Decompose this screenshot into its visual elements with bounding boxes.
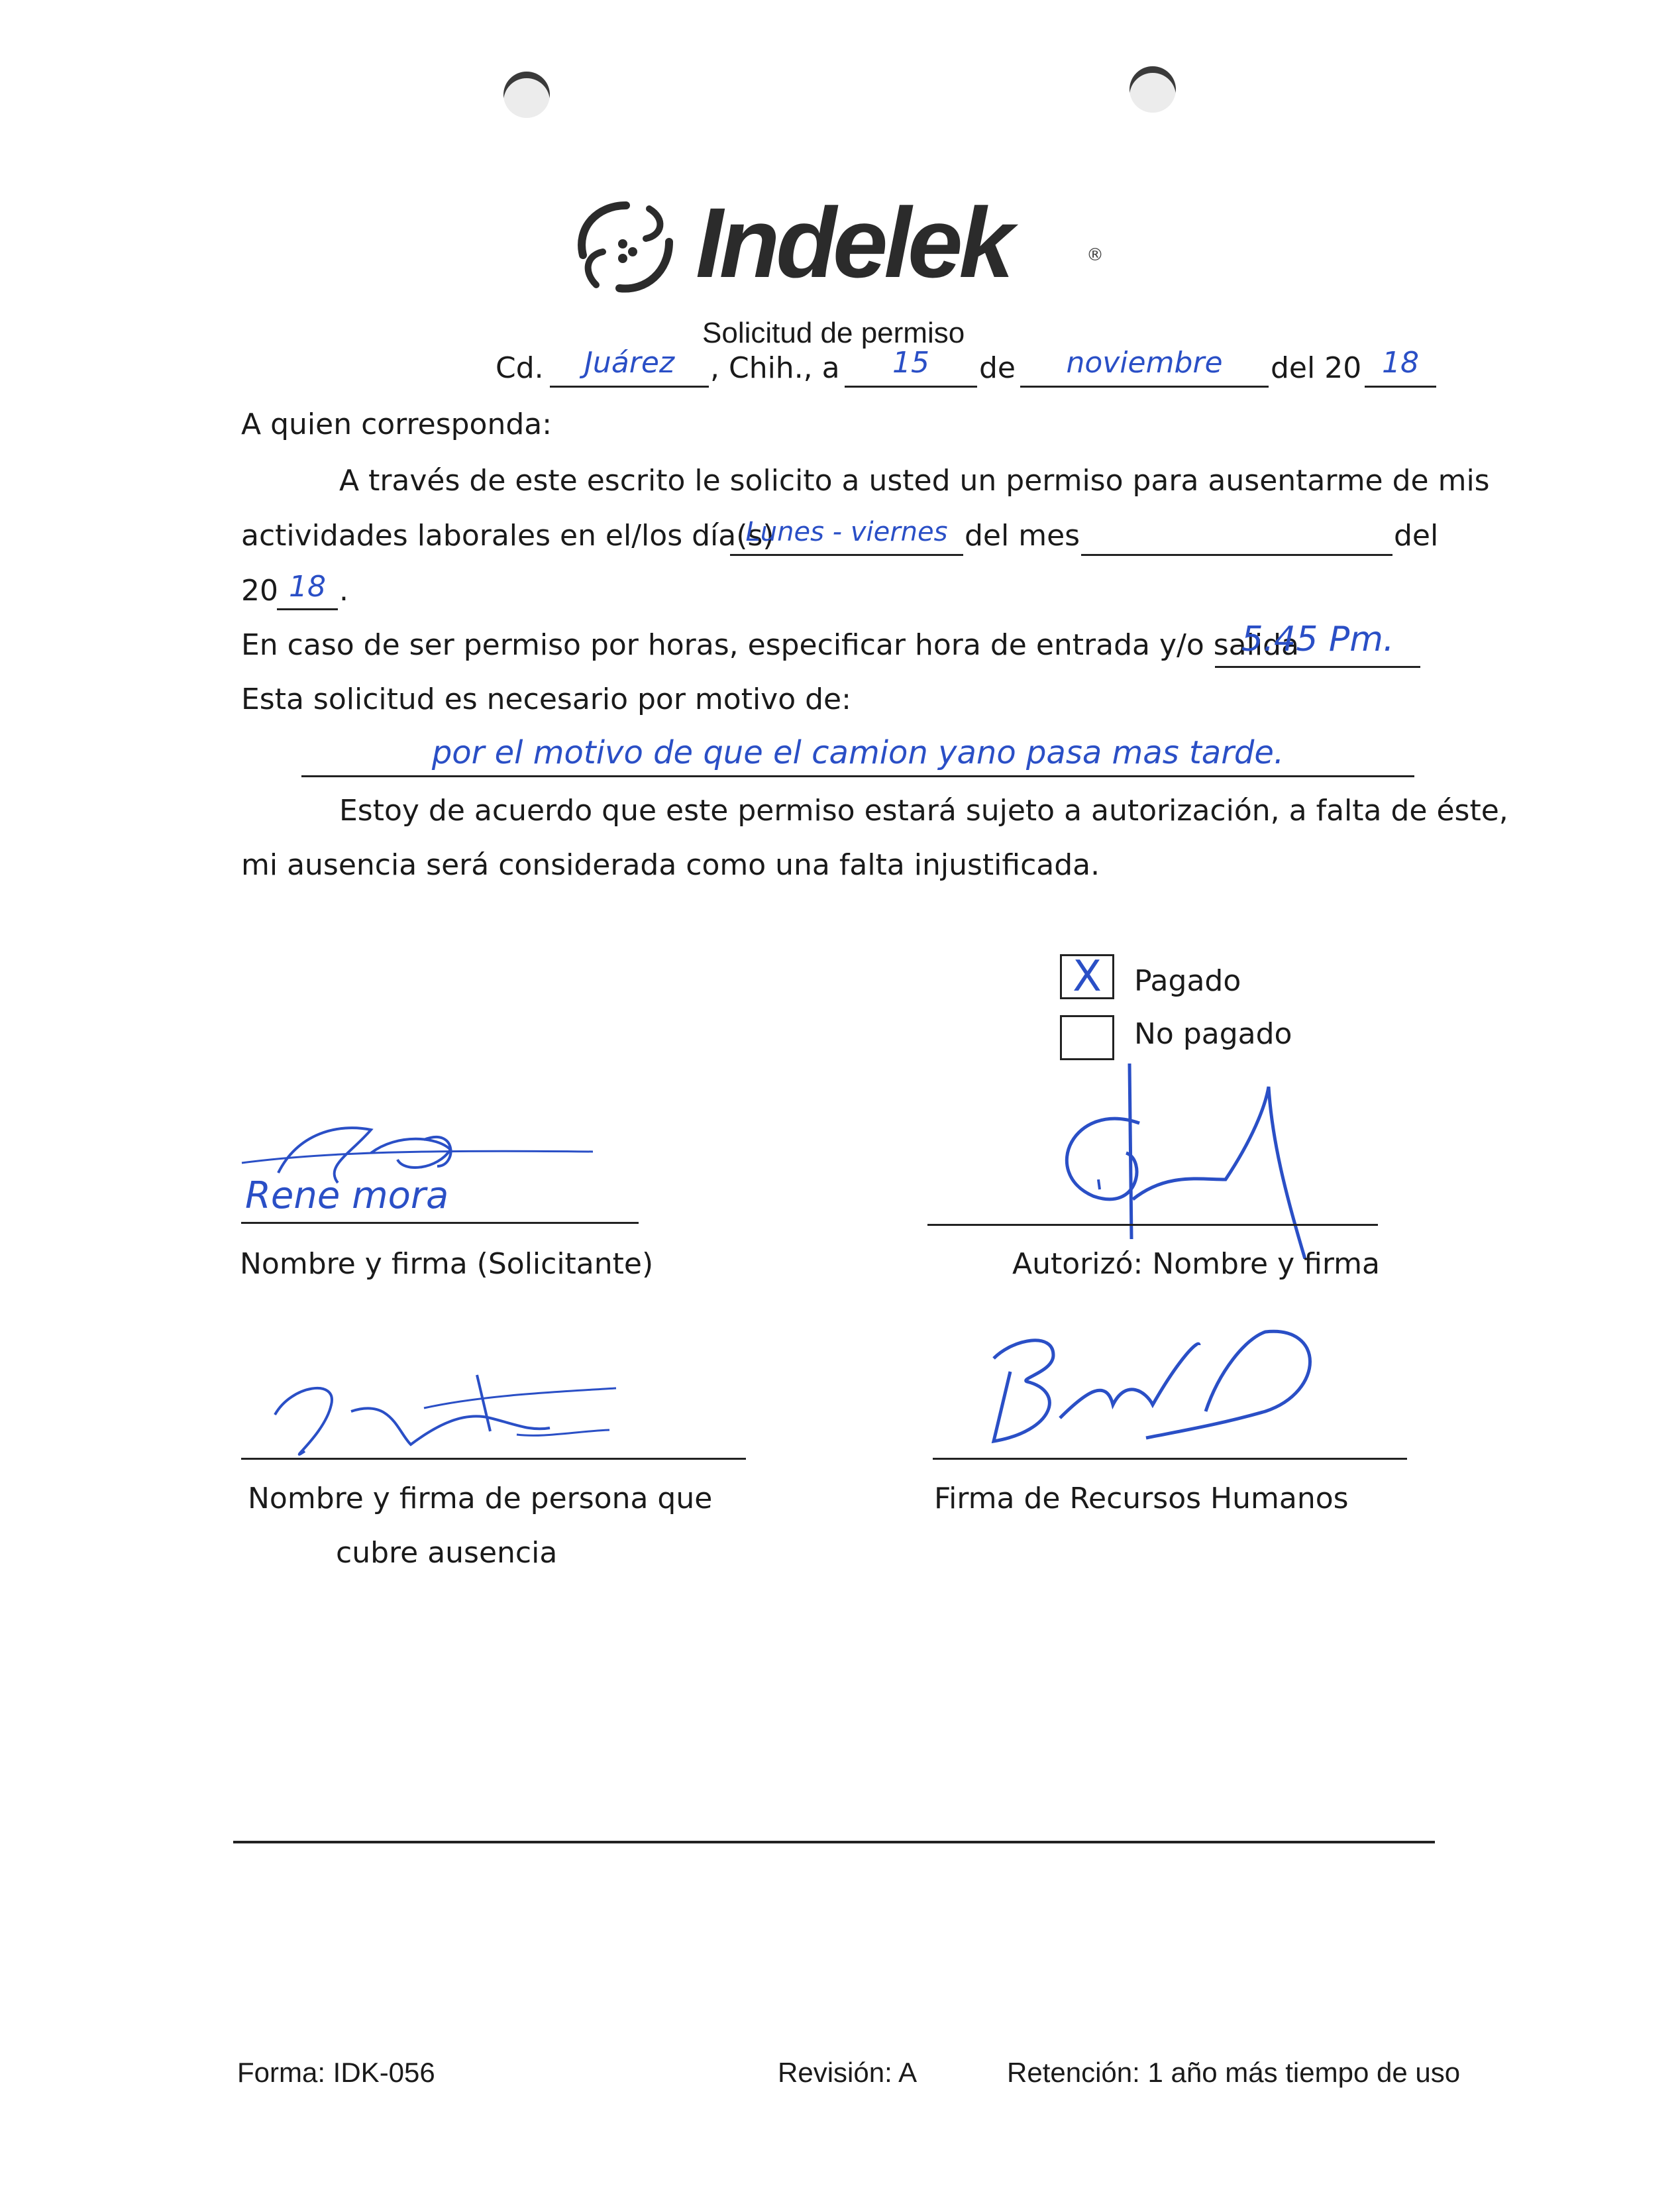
- hours-field: 5.45 Pm.: [1215, 620, 1420, 668]
- place-prefix: Cd.: [496, 351, 544, 385]
- punch-hole-left: [503, 72, 550, 118]
- day-field: 15: [845, 346, 977, 388]
- paragraph-1-line-3-prefix: 20: [241, 574, 278, 608]
- unpaid-checkbox[interactable]: [1060, 1015, 1114, 1060]
- paid-check-mark: X: [1073, 952, 1102, 1001]
- month-field: noviembre: [1020, 346, 1269, 388]
- paragraph-2-line-1: Estoy de acuerdo que este permiso estará sujeto a autorización, a falta de éste,: [339, 794, 1508, 828]
- swirl-logo-icon: [570, 192, 682, 305]
- hr-label: Firma de Recursos Humanos: [934, 1482, 1349, 1515]
- year-prefix: del 20: [1271, 351, 1362, 385]
- paragraph-1-line-2c: del: [1394, 519, 1439, 553]
- paragraph-1-line-1: A través de este escrito le solicito a usted un permiso para ausentarme de mis: [339, 464, 1490, 498]
- form-title: Solicitud de permiso: [702, 317, 965, 349]
- year-field: 18: [1365, 346, 1436, 388]
- salutation: A quien corresponda:: [241, 408, 552, 441]
- paragraph-year-field: 18: [277, 570, 338, 610]
- authorizer-signature-icon: [1033, 1060, 1351, 1259]
- paragraph-1-line-2a: actividades laborales en el/los día(s): [241, 519, 774, 553]
- cover-signature-line: [241, 1455, 746, 1460]
- applicant-name: Rene mora: [245, 1174, 449, 1217]
- month-blank-field: [1081, 518, 1392, 556]
- brand-name: Indelek: [696, 187, 1010, 298]
- place-suffix: , Chih., a: [710, 351, 840, 385]
- bottom-rule: [233, 1841, 1435, 1843]
- hr-signature-icon: [980, 1319, 1338, 1458]
- paragraph-1-line-2b: del mes: [965, 519, 1080, 553]
- applicant-signature-line: [241, 1219, 639, 1224]
- hr-signature-line: [933, 1455, 1407, 1460]
- reason-label: Esta solicitud es necesario por motivo de:: [241, 683, 851, 716]
- footer-form-code: Forma: IDK-056: [237, 2057, 435, 2088]
- punch-hole-right: [1129, 66, 1176, 113]
- hours-label: En caso de ser permiso por horas, especificar hora de entrada y/o salida: [241, 628, 1299, 662]
- paid-label: Pagado: [1134, 964, 1241, 998]
- de-label: de: [979, 351, 1016, 385]
- footer-revision: Revisión: A: [778, 2057, 918, 2088]
- paid-checkbox[interactable]: [1060, 954, 1114, 999]
- city-field: Juárez: [550, 346, 709, 388]
- footer-retention: Retención: 1 año más tiempo de uso: [1007, 2057, 1461, 2088]
- cover-label-line-2: cubre ausencia: [336, 1536, 558, 1570]
- authorizer-signature-line: [927, 1221, 1378, 1226]
- authorizer-label: Autorizó: Nombre y firma: [1012, 1247, 1380, 1281]
- days-field: Lunes - viernes: [730, 517, 963, 556]
- paragraph-1-line-3-end: .: [339, 574, 348, 608]
- registered-mark: ®: [1086, 245, 1104, 265]
- reason-field: por el motivo de que el camion yano pasa mas tarde.: [301, 734, 1414, 777]
- paragraph-2-line-2: mi ausencia será considerada como una falta injustificada.: [241, 848, 1100, 882]
- unpaid-label: No pagado: [1134, 1017, 1292, 1051]
- cover-label-line-1: Nombre y firma de persona que: [248, 1482, 713, 1515]
- applicant-label: Nombre y firma (Solicitante): [240, 1247, 654, 1281]
